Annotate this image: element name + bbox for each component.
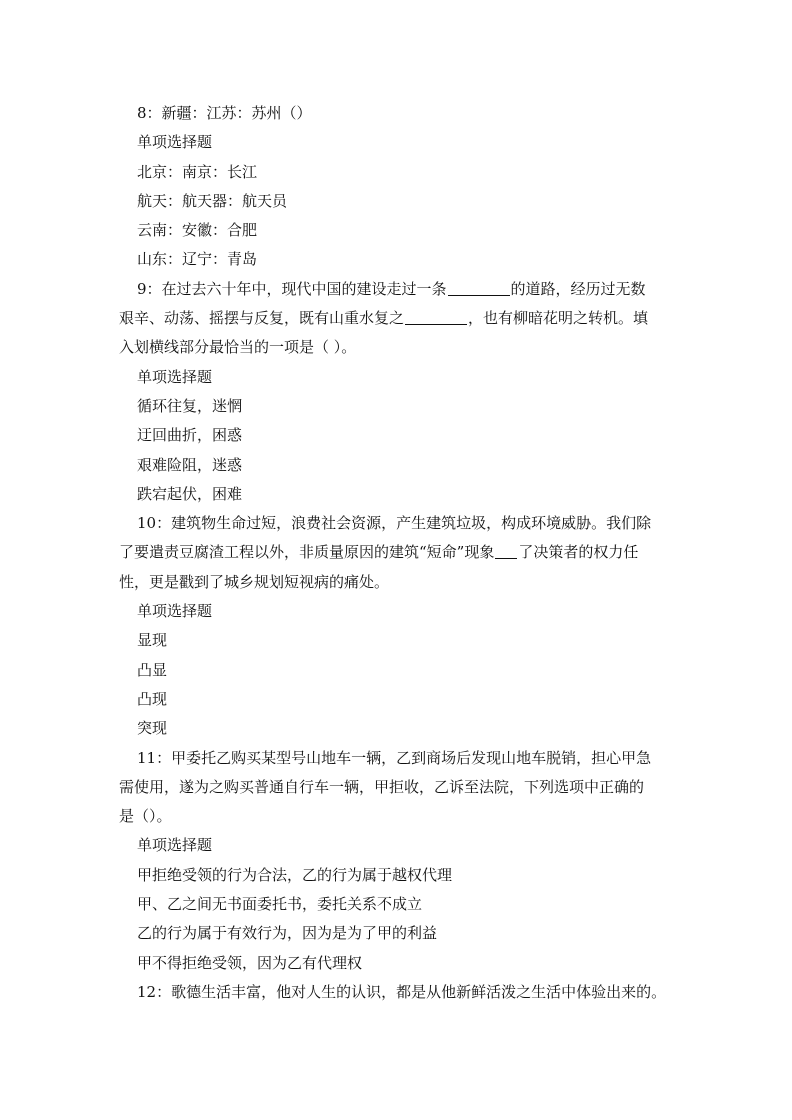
question-8-type: 单项选择题 <box>137 133 213 152</box>
question-11-option-c: 乙的行为属于有效行为，因为是为了甲的利益 <box>137 924 438 943</box>
question-9-type: 单项选择题 <box>137 367 213 386</box>
question-11-option-b: 甲、乙之间无书面委托书，委托关系不成立 <box>137 895 423 914</box>
question-10-stem-line-2 <box>119 538 672 567</box>
question-9-stem-line-2 <box>119 304 672 333</box>
question-8-stem: 8：新疆：江苏：苏州（） <box>137 104 312 122</box>
question-10-option-c: 凸现 <box>137 689 168 708</box>
question-9-option-d: 跌宕起伏，困难 <box>137 484 243 503</box>
question-10-option-a: 显现 <box>137 631 168 650</box>
question-11-type: 单项选择题 <box>137 836 213 855</box>
question-8-option-c: 云南：安徽：合肥 <box>137 221 258 240</box>
question-8-option-d: 山东：辽宁：青岛 <box>137 250 258 269</box>
question-11-option-a: 甲拒绝受领的行为合法，乙的行为属于越权代理 <box>137 865 453 884</box>
question-9-stem-line-3: 入划横线部分最恰当的一项是（ ）。 <box>119 338 357 357</box>
question-11-stem-line-1: 11：甲委托乙购买某型号山地车一辆，乙到商场后发现山地车脱销，担心甲急 <box>137 748 652 767</box>
question-9-stem-line-1 <box>119 275 672 304</box>
question-9-text: 的道路，经历过无数 <box>510 279 646 298</box>
question-9-text: ，也有柳暗花明之转机。填 <box>468 309 649 328</box>
question-10-type: 单项选择题 <box>137 602 213 621</box>
question-9-option-a: 循环往复，迷惘 <box>137 396 243 415</box>
question-11-stem-line-3: 是（）。 <box>119 807 172 826</box>
question-9-text: 艰辛、动荡、摇摆与反复，既有山重水复之 <box>119 309 405 328</box>
question-8-option-a: 北京：南京：长江 <box>137 162 258 181</box>
question-8-option-b: 航天：航天器：航天员 <box>137 191 288 210</box>
fill-blank <box>405 308 467 325</box>
question-9-text: 9：在过去六十年中，现代中国的建设走过一条 <box>137 279 447 298</box>
question-12-stem-line-1: 12：歌德生活丰富，他对人生的认识，都是从他新鲜活泼之生活中体验出来的。 <box>137 982 667 1001</box>
question-10-text: 了决策者的权力任 <box>518 543 639 562</box>
question-10-stem-line-3: 性，更是戳到了城乡规划短视病的痛处。 <box>119 572 390 591</box>
fill-blank <box>448 279 510 296</box>
question-11-option-d: 甲不得拒绝受领，因为乙有代理权 <box>137 953 363 972</box>
fill-blank <box>495 542 517 559</box>
question-10-stem-line-1: 10：建筑物生命过短，浪费社会资源，产生建筑垃圾，构成环境威胁。我们除 <box>137 514 652 533</box>
question-list <box>119 99 672 1007</box>
question-9-option-b: 迂回曲折，困惑 <box>137 426 243 445</box>
question-10-option-d: 突现 <box>137 719 168 738</box>
question-9-option-c: 艰难险阻，迷惑 <box>137 455 243 474</box>
question-10-text: 了要遣责豆腐渣工程以外，非质量原因的建筑“短命”现象 <box>119 543 495 562</box>
question-11-stem-line-2: 需使用，遂为之购买普通自行车一辆，甲拒收，乙诉至法院，下列选项中正确的 <box>119 777 645 796</box>
question-10-option-b: 凸显 <box>137 660 168 679</box>
